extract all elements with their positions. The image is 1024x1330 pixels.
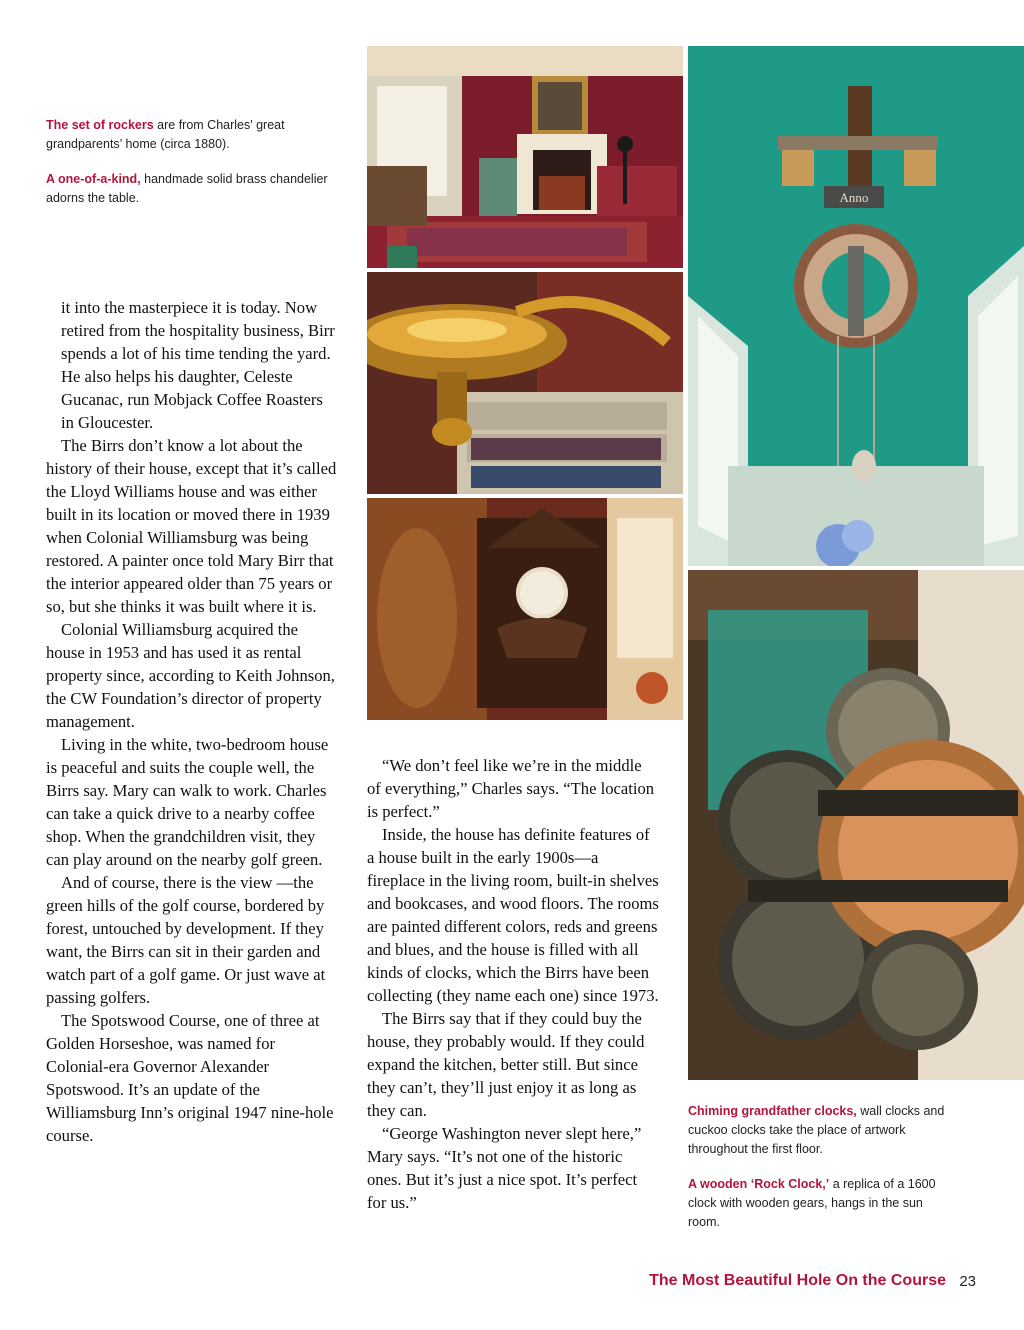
paragraph: The Birrs don’t know a lot about the history of their house, except that it’s called the Lloyd Williams house and was either built in its location or moved there in 1939 when Colonial Williamsburg was being restored. A painter once told Mary Birr that the interior appeared older than 75 years or so, but she thinks it was built where it is. bbox=[46, 436, 337, 616]
paragraph: The Birrs say that if they could buy the house, they probably would. If they could expand the kitchen, better still. But since they can’t, they’ll just enjoy it as long as they can. bbox=[367, 1009, 645, 1120]
footer-article-title: The Most Beautiful Hole On the Course bbox=[649, 1272, 946, 1289]
paragraph: it into the masterpiece it is today. Now retired from the hospitality business, Birr spends a lot of his time tending the yard. He also helps his daughter, Celeste Gucanac, run Mobjack Coffee Roasters in Gloucester. bbox=[61, 298, 335, 432]
caption-grandfather-clocks: Chiming grandfather clocks, wall clocks and cuckoo clocks take the place of artwork throughout the first floor. bbox=[688, 1104, 945, 1156]
paragraph: “We don’t feel like we’re in the middle of everything,” Charles says. “The location is perfect.” bbox=[367, 756, 655, 821]
photo-rock-clock bbox=[688, 570, 1024, 1080]
caption-rock-clock: A wooden ‘Rock Clock,’ a replica of a 1600 clock with wooden gears, hangs in the sun room. bbox=[688, 1177, 936, 1229]
paragraph: Inside, the house has definite features of a house built in the early 1900s—a fireplace in the living room, built-in shelves and bookcases, and wood floors. The rooms are painted different colors, reds and greens and blues, and the house is filled with all kinds of clocks, which the Birrs have been collecting (they name each one) since 1973. bbox=[367, 825, 659, 1005]
body-column-left bbox=[46, 296, 338, 1147]
photo-chandelier bbox=[367, 272, 683, 494]
paragraph: Living in the white, two-bedroom house is peaceful and suits the couple well, the Birrs say. Mary can walk to work. Charles can take a quick drive to a nearby coffee shop. When the grandchildren visit, they can play around on the nearby golf green. bbox=[46, 735, 329, 869]
caption-group-top bbox=[46, 116, 336, 224]
caption-chandelier: A one-of-a-kind, handmade solid brass chandelier adorns the table. bbox=[46, 172, 328, 205]
paragraph: The Spotswood Course, one of three at Golden Horseshoe, was named for Colonial-era Governor Alexander Spotswood. It’s an update of the Williamsburg Inn’s original 1947 nine-hole course. bbox=[46, 1011, 334, 1145]
photo-cuckoo-clock bbox=[367, 498, 683, 720]
caption-group-right bbox=[688, 1102, 958, 1248]
page-number: 23 bbox=[959, 1273, 976, 1290]
photo-living-room bbox=[367, 46, 683, 268]
photo-wall-clock bbox=[688, 46, 1024, 566]
paragraph: Colonial Williamsburg acquired the house in 1953 and has used it as rental property since, according to Keith Johnson, the CW Foundation’s director of property management. bbox=[46, 620, 335, 731]
paragraph: “George Washington never slept here,” Mary says. “It’s not one of the historic ones. But it’s just a nice spot. It’s perfect for us.” bbox=[367, 1124, 642, 1212]
body-column-middle bbox=[367, 754, 659, 1214]
paragraph: And of course, there is the view —the green hills of the golf course, bordered by forest, untouched by development. If they want, the Birrs can sit in their garden and watch part of a golf game. Or just wave at passing golfers. bbox=[46, 873, 326, 1007]
caption-rockers: The set of rockers are from Charles' great grandparents’ home (circa 1880). bbox=[46, 118, 285, 151]
clock-plate-text: Anno bbox=[839, 190, 869, 205]
